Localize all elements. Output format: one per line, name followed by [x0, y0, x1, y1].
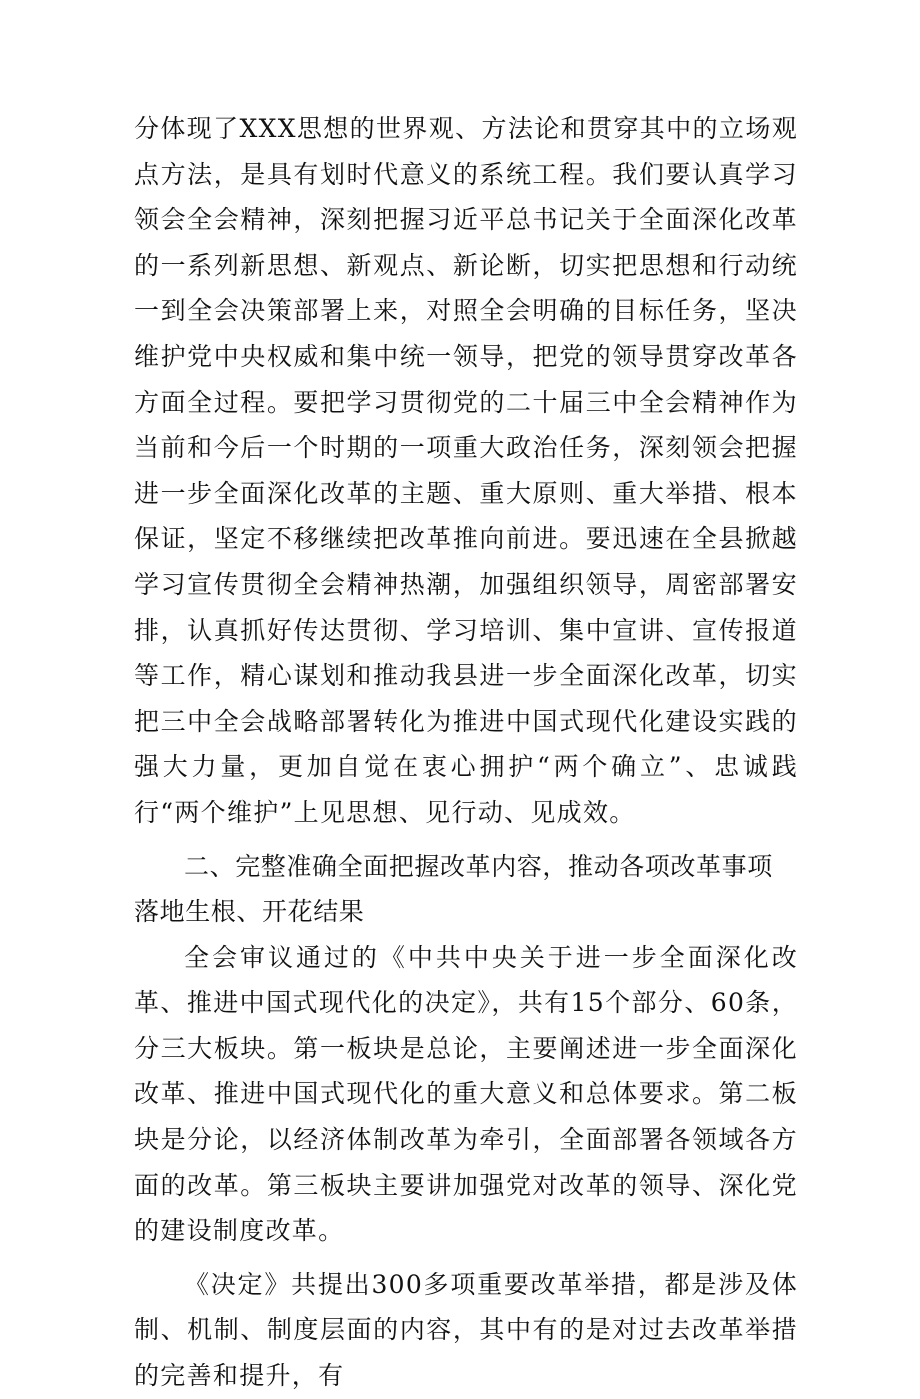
- document-body: [134, 106, 798, 1399]
- section-heading-2: 二、完整准确全面把握改革内容，推动各项改革事项落地生根、开花结果: [134, 851, 773, 927]
- paragraph-decision-overview: 全会审议通过的《中共中央关于进一步全面深化改革、推进中国式现代化的决定》，共有15个部分、60条，分三大板块。第一板块是总论，主要阐述进一步全面深化改革、推进中国式现代化的重大意义和总体要求。第二板块是分论，以经济体制改革为牵引，全面部署各领域各方面的改革。第三板块主要讲加强党对改革的领导、深化党的建设制度改革。: [134, 942, 798, 1246]
- paragraph-reform-measures: 《决定》共提出300多项重要改革举措，都是涉及体制、机制、制度层面的内容，其中有的是对过去改革举措的完善和提升，有: [134, 1269, 798, 1391]
- paragraph-gap: [134, 836, 798, 844]
- paragraph-continuation: 分体现了XXX思想的世界观、方法论和贯穿其中的立场观点方法，是具有划时代意义的系统工程。我们要认真学习领会全会精神，深刻把握习近平总书记关于全面深化改革的一系列新思想、新观点、新论断，切实把思想和行动统一到全会决策部署上来，对照全会明确的目标任务，坚决维护党中央权威和集中统一领导，把党的领导贯穿改革各方面全过程。要把学习贯彻党的二十届三中全会精神作为当前和今后一个时期的一项重大政治任务，深刻领会把握进一步全面深化改革的主题、重大原则、重大举措、根本保证，坚定不移继续把改革推向前进。要迅速在全县掀越学习宣传贯彻全会精神热潮，加强组织领导，周密部署安排，认真抓好传达贯彻、学习培训、集中宣讲、宣传报道等工作，精心谋划和推动我县进一步全面深化改革，切实把三中全会战略部署转化为推进中国式现代化建设实践的强大力量，更加自觉在衷心拥护“两个确立”、忠诚践行“两个维护”上见思想、见行动、见成效。: [134, 114, 798, 827]
- paragraph-gap: [134, 1254, 798, 1262]
